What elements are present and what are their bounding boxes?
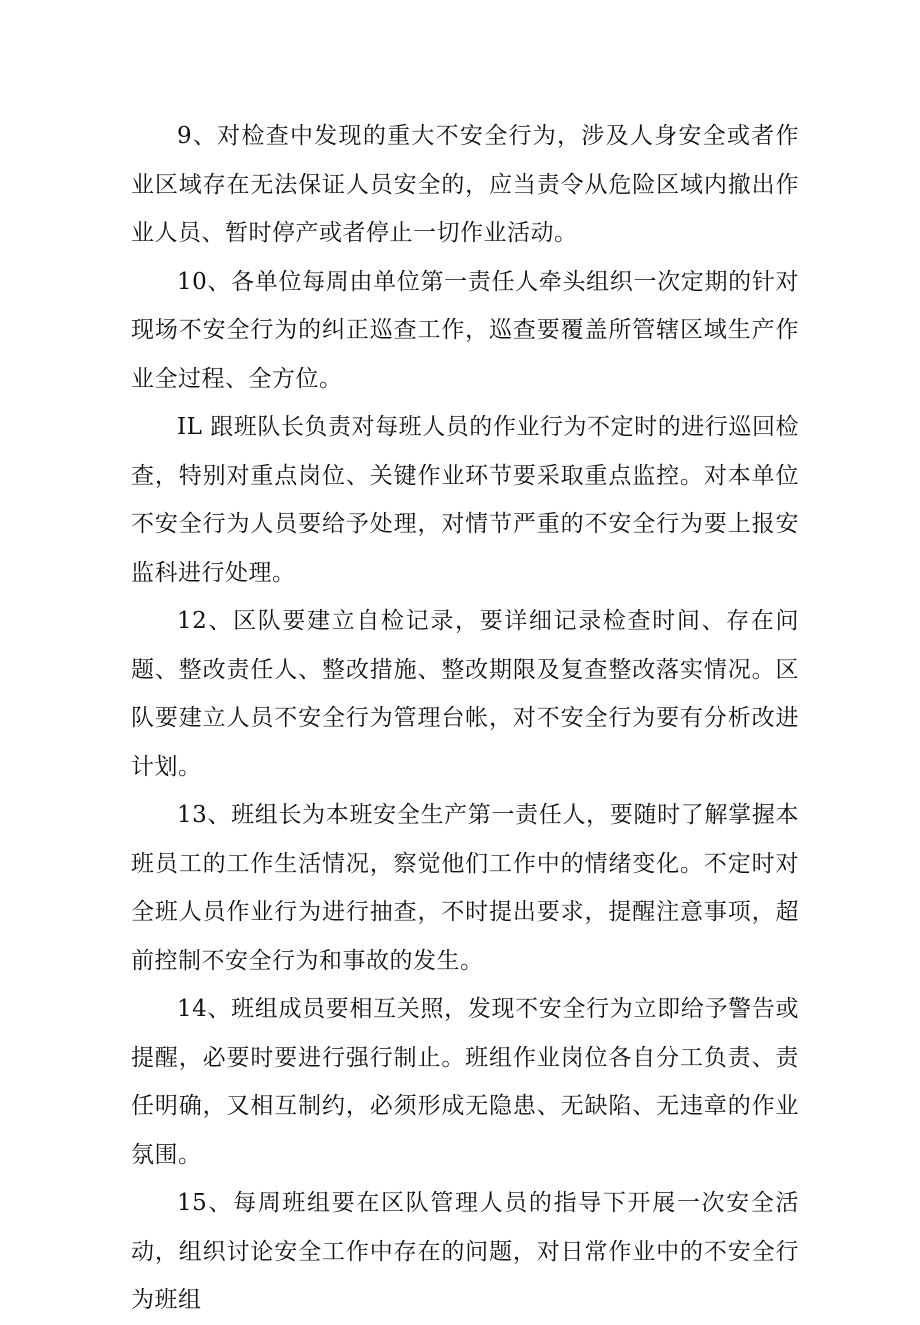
paragraph-item-15: 15、每周班组要在区队管理人员的指导下开展一次安全活动，组织讨论安全工作中存在的问题，对日常作业中的不安全行为班组 (131, 1190, 799, 1313)
paragraph-item-13: 13、班组长为本班安全生产第一责任人，要随时了解掌握本班员工的工作生活情况，察觉他们工作中的情绪变化。不定时对全班人员作业行为进行抽查，不时提出要求，提醒注意事项，超前控制不安全行为和事故的发生。 (131, 802, 799, 974)
paragraph-item-14: 14、班组成员要相互关照，发现不安全行为立即给予警告或提醒，必要时要进行强行制止。班组作业岗位各自分工负责、责任明确，又相互制约，必须形成无隐患、无缺陷、无违章的作业氛围。 (131, 996, 799, 1168)
document-body (131, 112, 799, 1325)
paragraph-item-12: 12、区队要建立自检记录，要详细记录检查时间、存在问题、整改责任人、整改措施、整改期限及复查整改落实情况。区队要建立人员不安全行为管理台帐，对不安全行为要有分析改进计划。 (131, 608, 799, 780)
paragraph-item-9: 9、对检查中发现的重大不安全行为，涉及人身安全或者作业区域存在无法保证人员安全的，应当责令从危险区域内撤出作业人员、暂时停产或者停止一切作业活动。 (131, 123, 799, 246)
paragraph-item-11: IL 跟班队长负责对每班人员的作业行为不定时的进行巡回检查，特别对重点岗位、关键作业环节要采取重点监控。对本单位不安全行为人员要给予处理，对情节严重的不安全行为要上报安监科进行处理。 (131, 414, 799, 586)
paragraph-item-10: 10、各单位每周由单位第一责任人牵头组织一次定期的针对现场不安全行为的纠正巡查工作，巡查要覆盖所管辖区域生产作业全过程、全方位。 (131, 268, 799, 392)
